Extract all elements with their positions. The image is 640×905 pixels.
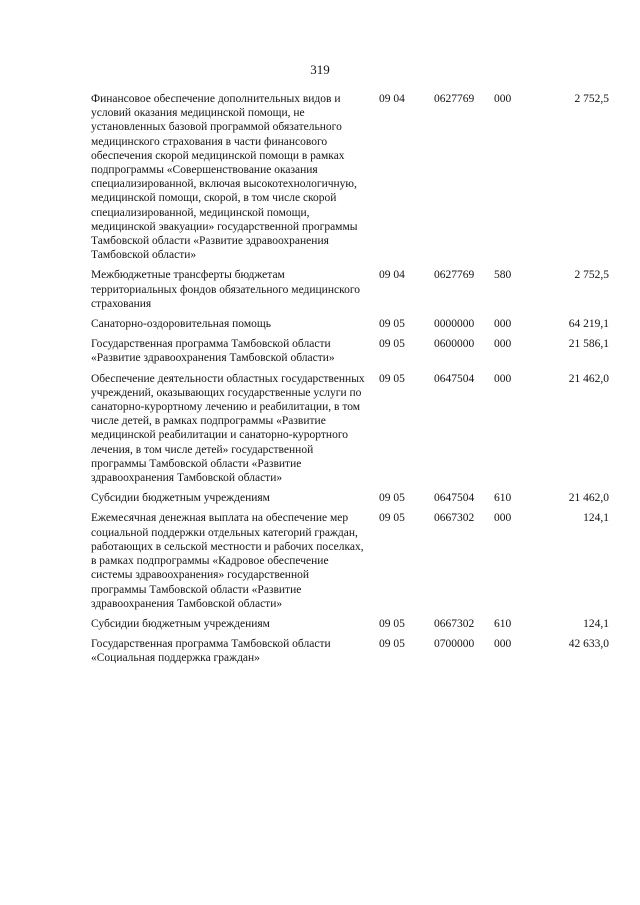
row-amount: 2 752,5 bbox=[574, 269, 609, 282]
row-expense-type: 000 bbox=[494, 372, 512, 385]
row-section-code: 09 05 bbox=[379, 372, 405, 385]
row-expense-type: 000 bbox=[494, 93, 512, 105]
budget-table bbox=[91, 92, 609, 672]
row-target-article: 0667302 bbox=[434, 512, 475, 525]
row-name: Субсидии бюджетным учреждениям bbox=[91, 492, 270, 505]
table-row bbox=[91, 92, 609, 262]
row-name: Межбюджетные трансферты бюджетам территориальных фондов обязательного медицинского страхования bbox=[91, 269, 361, 310]
row-section-code: 09 05 bbox=[379, 638, 405, 651]
row-target-article: 0627769 bbox=[434, 93, 475, 105]
row-section-code: 09 05 bbox=[379, 492, 405, 505]
row-target-article: 0000000 bbox=[434, 318, 475, 331]
row-name: Государственная программа Тамбовской области «Социальная поддержка граждан» bbox=[91, 638, 331, 665]
row-amount: 64 219,1 bbox=[568, 318, 609, 331]
row-name: Санаторно-оздоровительная помощь bbox=[91, 318, 271, 331]
table-row bbox=[91, 511, 609, 610]
page-number: 319 bbox=[310, 62, 330, 77]
row-section-code: 09 05 bbox=[379, 338, 405, 351]
row-expense-type: 610 bbox=[494, 617, 512, 630]
row-name: Ежемесячная денежная выплата на обеспечение мер социальной поддержки отдельных категорий граждан, работающих в сельской местности и рабочих поселках, в рамках подпрограммы «Кадровое обеспечение системы здравоохранения» государственной программы Тамбовской области «Развитие здравоохранения Тамбовской области» bbox=[91, 512, 364, 610]
row-section-code: 09 05 bbox=[379, 512, 405, 525]
row-expense-type: 000 bbox=[494, 512, 512, 525]
row-amount: 42 633,0 bbox=[568, 638, 609, 651]
row-section-code: 09 05 bbox=[379, 318, 405, 331]
table-row bbox=[91, 617, 609, 631]
row-expense-type: 000 bbox=[494, 338, 512, 351]
row-name: Финансовое обеспечение дополнительных видов и условий оказания медицинской помощи, не установленных базовой программой обязательного медицинского страхования в части финансового обеспечения скорой медицинской помощи в рамках подпрограммы «Совершенствование оказания специализированной, включая высокотехнологичную, медицинской помощи, скорой, в том числе скорой специализированной, медицинской помощи, медицинской эвакуации» государственной программы Тамбовской области «Развитие здравоохранения Тамбовской области» bbox=[91, 93, 358, 262]
table-row bbox=[91, 268, 609, 311]
row-section-code: 09 04 bbox=[379, 269, 405, 282]
row-name: Субсидии бюджетным учреждениям bbox=[91, 617, 270, 630]
row-target-article: 0700000 bbox=[434, 638, 475, 651]
table-row bbox=[91, 491, 609, 505]
row-expense-type: 000 bbox=[494, 318, 512, 331]
row-target-article: 0647504 bbox=[434, 492, 475, 505]
row-target-article: 0600000 bbox=[434, 338, 475, 351]
table-row bbox=[91, 637, 609, 665]
row-target-article: 0667302 bbox=[434, 617, 475, 630]
row-amount: 124,1 bbox=[583, 617, 609, 630]
row-amount: 2 752,5 bbox=[574, 93, 609, 105]
row-amount: 21 462,0 bbox=[568, 492, 609, 505]
row-amount: 21 586,1 bbox=[568, 338, 609, 351]
row-amount: 21 462,0 bbox=[568, 372, 609, 385]
row-target-article: 0627769 bbox=[434, 269, 475, 282]
row-amount: 124,1 bbox=[583, 512, 609, 525]
row-section-code: 09 05 bbox=[379, 617, 405, 630]
row-target-article: 0647504 bbox=[434, 372, 475, 385]
row-expense-type: 580 bbox=[494, 269, 512, 282]
row-expense-type: 000 bbox=[494, 638, 512, 651]
row-expense-type: 610 bbox=[494, 492, 512, 505]
row-name: Обеспечение деятельности областных государственных учреждений, оказывающих государственные услуги по санаторно-курортному лечению и реабилитации, в том числе детей, в рамках подпрограммы «Развитие медицинской реабилитации и санаторно-курортного лечения, в том числе детей» государственной программы Тамбовской области «Развитие здравоохранения Тамбовской области» bbox=[91, 372, 365, 485]
row-name: Государственная программа Тамбовской области «Развитие здравоохранения Тамбовской области» bbox=[91, 338, 335, 365]
row-section-code: 09 04 bbox=[379, 93, 405, 105]
table-row bbox=[91, 337, 609, 365]
table-row bbox=[91, 317, 609, 331]
table-row bbox=[91, 372, 609, 486]
